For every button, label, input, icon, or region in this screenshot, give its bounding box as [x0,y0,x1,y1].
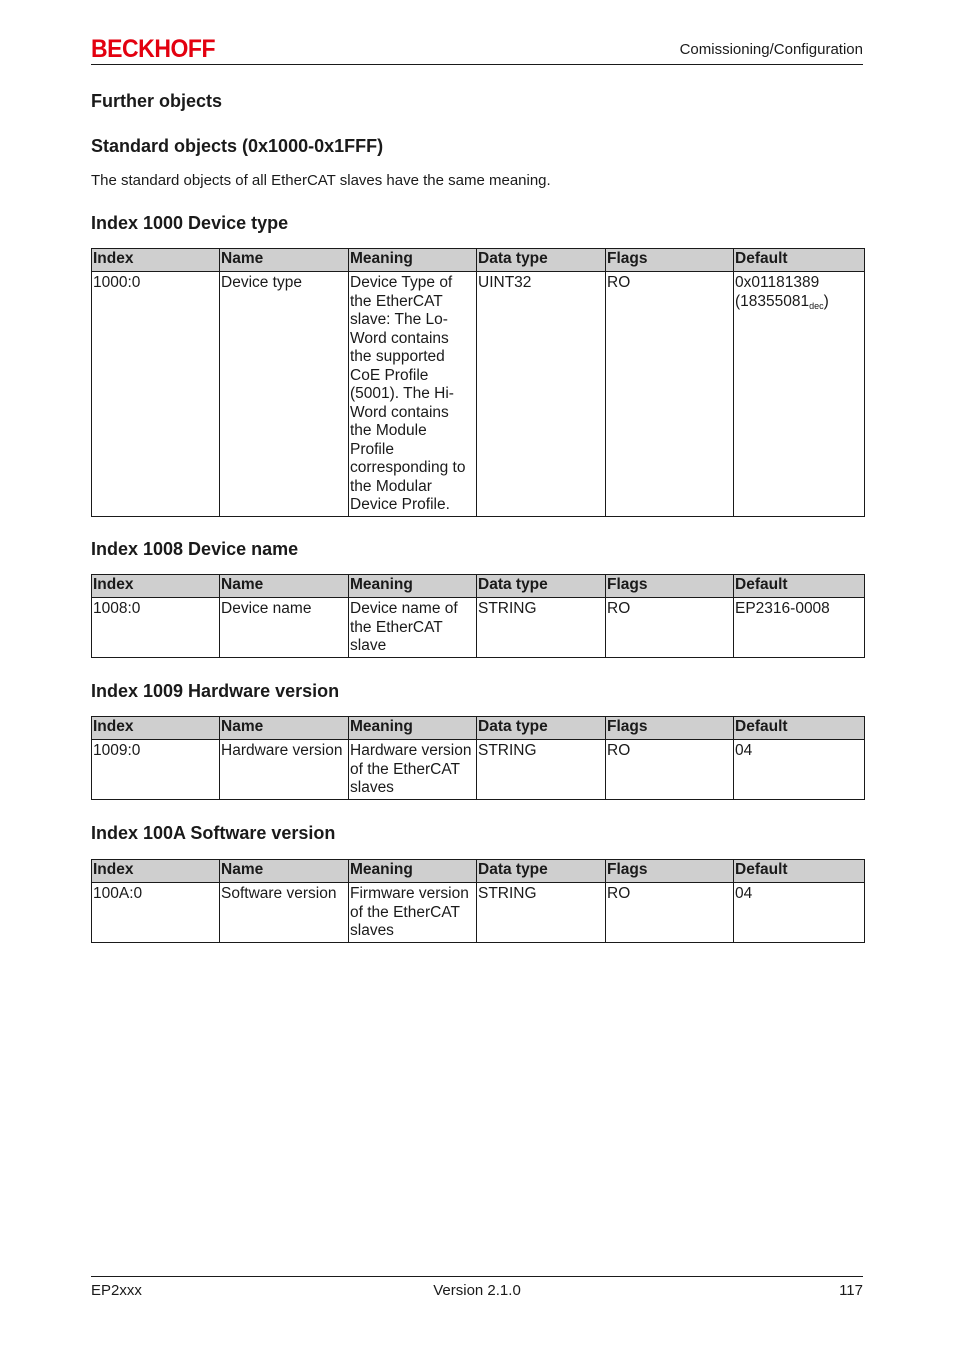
col-flags: Flags [606,575,734,598]
cell-index: 1000:0 [92,272,220,517]
cell-index: 1009:0 [92,740,220,800]
footer-product: EP2xxx [91,1282,142,1299]
default-decimal: (18355081 [735,292,810,310]
cell-flags: RO [606,883,734,943]
col-index: Index [92,860,220,883]
object-table-1009 [91,716,865,800]
table-row [92,272,865,517]
object-table-100a [91,859,865,943]
cell-meaning: Firmware version of the EtherCAT slaves [349,883,477,943]
col-flags: Flags [606,860,734,883]
cell-default: 04 [734,740,865,800]
beckhoff-logo: BECKHOFF [91,35,216,63]
col-flags: Flags [606,249,734,272]
table-header-row [92,717,865,740]
heading-standard-objects: Standard objects (0x1000-0x1FFF) [91,136,384,156]
col-data-type: Data type [477,575,606,598]
table-row [92,740,865,800]
default-close-paren: ) [823,292,829,310]
footer-page-number: 117 [839,1282,863,1299]
col-index: Index [92,249,220,272]
cell-name: Software version [220,883,349,943]
col-default: Default [734,249,865,272]
cell-data-type: STRING [477,598,606,658]
intro-text: The standard objects of all EtherCAT slaves have the same meaning. [91,172,551,189]
cell-data-type: STRING [477,740,606,800]
page-footer [91,1276,863,1307]
col-data-type: Data type [477,249,606,272]
decimal-subscript: dec [809,300,824,311]
col-name: Name [220,575,349,598]
col-default: Default [734,860,865,883]
col-index: Index [92,575,220,598]
heading-index-100a: Index 100A Software version [91,823,336,843]
cell-flags: RO [606,272,734,517]
cell-name: Device name [220,598,349,658]
cell-index: 1008:0 [92,598,220,658]
table-header-row [92,249,865,272]
heading-index-1008: Index 1008 Device name [91,539,299,559]
header-section-title: Comissioning/Configuration [679,41,863,58]
col-index: Index [92,717,220,740]
table-row [92,598,865,658]
col-meaning: Meaning [349,717,477,740]
cell-default [734,272,865,517]
col-name: Name [220,860,349,883]
cell-meaning: Device name of the EtherCAT slave [349,598,477,658]
footer-version: Version 2.1.0 [433,1282,521,1299]
default-hex: 0x01181389 [735,274,820,291]
col-meaning: Meaning [349,575,477,598]
cell-default: 04 [734,883,865,943]
cell-name: Hardware version [220,740,349,800]
cell-default: EP2316-0008 [734,598,865,658]
object-table-1008 [91,574,865,658]
col-meaning: Meaning [349,860,477,883]
col-default: Default [734,717,865,740]
col-data-type: Data type [477,717,606,740]
col-data-type: Data type [477,860,606,883]
cell-data-type: STRING [477,883,606,943]
col-meaning: Meaning [349,249,477,272]
object-table-1000 [91,248,865,517]
cell-index: 100A:0 [92,883,220,943]
cell-flags: RO [606,598,734,658]
heading-index-1000: Index 1000 Device type [91,213,289,233]
cell-meaning: Device Type of the EtherCAT slave: The Lo-Word contains the supported CoE Profile (5001). The Hi-Word contains the Module Profile corresponding to the Modular Device Profile. [349,272,477,517]
cell-meaning: Hardware version of the EtherCAT slaves [349,740,477,800]
cell-name: Device type [220,272,349,517]
table-header-row [92,860,865,883]
table-header-row [92,575,865,598]
heading-index-1009: Index 1009 Hardware version [91,681,340,701]
cell-flags: RO [606,740,734,800]
col-default: Default [734,575,865,598]
col-flags: Flags [606,717,734,740]
col-name: Name [220,717,349,740]
table-row [92,883,865,943]
page-header [91,36,863,65]
cell-data-type: UINT32 [477,272,606,517]
heading-further-objects: Further objects [91,91,223,111]
col-name: Name [220,249,349,272]
